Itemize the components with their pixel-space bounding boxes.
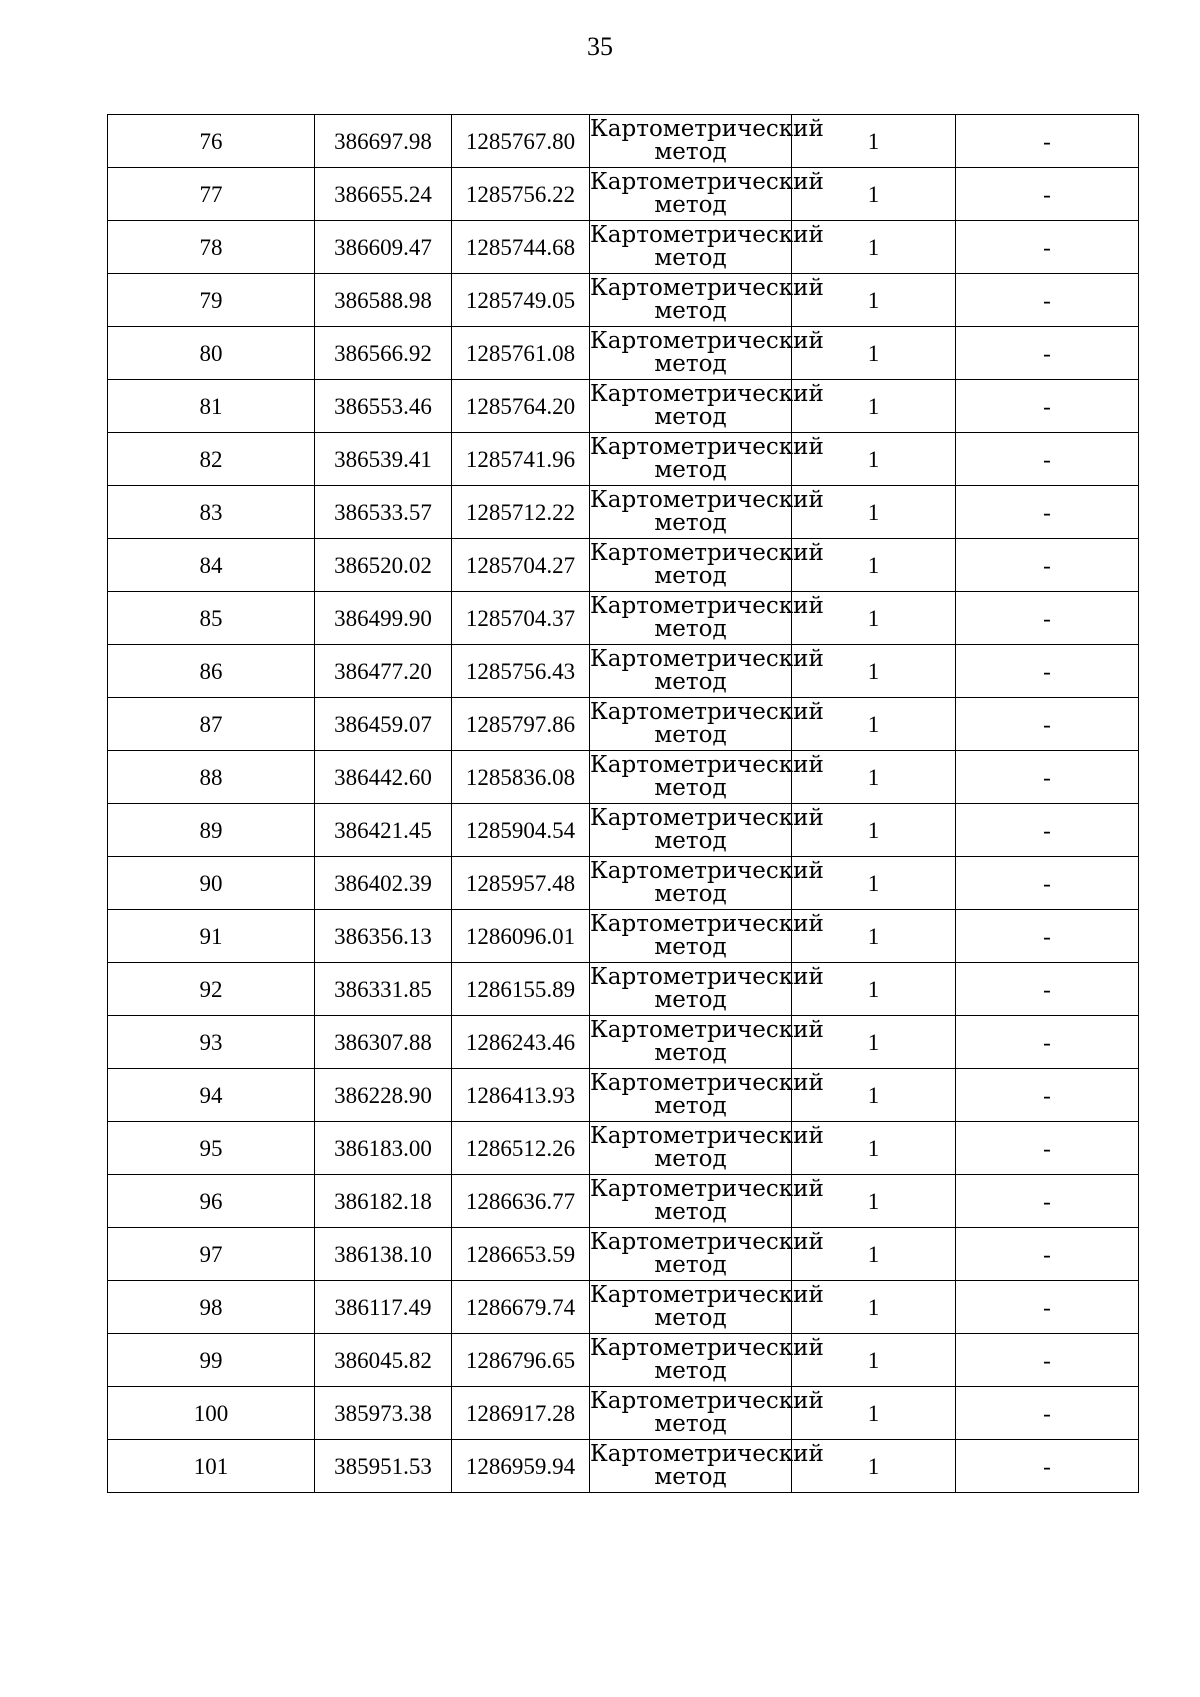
method-line-2: метод: [654, 1464, 727, 1490]
method-line-2: метод: [654, 192, 727, 218]
method-cell: [590, 486, 824, 539]
accuracy-cell: 1: [792, 1122, 956, 1175]
y-coordinate-cell: 1285749.05: [452, 274, 590, 327]
y-coordinate-cell: 1285797.86: [452, 698, 590, 751]
y-coordinate-cell: 1286796.65: [452, 1334, 590, 1387]
accuracy-cell: 1: [792, 115, 956, 168]
method-line-1: Картометрический: [590, 1282, 824, 1308]
method-line-1: Картометрический: [590, 805, 824, 831]
method-cell: [590, 115, 824, 168]
method-line-2: метод: [654, 881, 727, 907]
table-row: [108, 963, 1139, 1016]
method-line-2: метод: [654, 1199, 727, 1225]
y-coordinate-cell: 1286512.26: [452, 1122, 590, 1175]
method-line-2: метод: [654, 616, 727, 642]
method-line-1: Картометрический: [590, 858, 824, 884]
y-coordinate-cell: 1285764.20: [452, 380, 590, 433]
x-coordinate-cell: 386609.47: [315, 221, 452, 274]
y-coordinate-cell: 1285904.54: [452, 804, 590, 857]
accuracy-cell: 1: [792, 327, 956, 380]
method-line-1: Картометрический: [590, 593, 824, 619]
accuracy-cell: 1: [792, 1281, 956, 1334]
method-cell: [590, 1228, 824, 1281]
method-cell: [590, 592, 824, 645]
x-coordinate-cell: 386183.00: [315, 1122, 452, 1175]
x-coordinate-cell: 386697.98: [315, 115, 452, 168]
accuracy-cell: 1: [792, 1175, 956, 1228]
table-row: [108, 804, 1139, 857]
method-cell: [590, 698, 824, 751]
method-line-2: метод: [654, 669, 727, 695]
point-number-cell: 82: [108, 433, 315, 486]
method-line-2: метод: [654, 1093, 727, 1119]
method-line-1: Картометрический: [590, 1335, 824, 1361]
page-number: 35: [587, 32, 613, 61]
x-coordinate-cell: 386228.90: [315, 1069, 452, 1122]
table-row: [108, 1228, 1139, 1281]
table-row: [108, 910, 1139, 963]
method-line-2: метод: [654, 563, 727, 589]
method-cell: [590, 1440, 824, 1493]
note-cell: -: [956, 857, 1139, 910]
method-line-1: Картометрический: [590, 222, 824, 248]
note-cell: -: [956, 1281, 1139, 1334]
method-line-1: Картометрический: [590, 1017, 824, 1043]
method-line-1: Картометрический: [590, 699, 824, 725]
note-cell: -: [956, 1016, 1139, 1069]
note-cell: -: [956, 168, 1139, 221]
table-row: [108, 1175, 1139, 1228]
coordinates-table: [107, 114, 1139, 1493]
y-coordinate-cell: 1285741.96: [452, 433, 590, 486]
table-row: [108, 1334, 1139, 1387]
accuracy-cell: 1: [792, 1228, 956, 1281]
method-line-1: Картометрический: [590, 434, 824, 460]
accuracy-cell: 1: [792, 274, 956, 327]
accuracy-cell: 1: [792, 963, 956, 1016]
method-line-1: Картометрический: [590, 328, 824, 354]
method-line-1: Картометрический: [590, 646, 824, 672]
method-cell: [590, 857, 824, 910]
method-line-2: метод: [654, 934, 727, 960]
point-number-cell: 83: [108, 486, 315, 539]
x-coordinate-cell: 386442.60: [315, 751, 452, 804]
y-coordinate-cell: 1286243.46: [452, 1016, 590, 1069]
x-coordinate-cell: 386499.90: [315, 592, 452, 645]
table-row: [108, 645, 1139, 698]
x-coordinate-cell: 386307.88: [315, 1016, 452, 1069]
y-coordinate-cell: 1285767.80: [452, 115, 590, 168]
accuracy-cell: 1: [792, 857, 956, 910]
method-line-2: метод: [654, 1040, 727, 1066]
accuracy-cell: 1: [792, 698, 956, 751]
y-coordinate-cell: 1286413.93: [452, 1069, 590, 1122]
method-cell: [590, 168, 824, 221]
note-cell: -: [956, 1334, 1139, 1387]
method-cell: [590, 963, 824, 1016]
x-coordinate-cell: 386045.82: [315, 1334, 452, 1387]
table-row: [108, 274, 1139, 327]
point-number-cell: 76: [108, 115, 315, 168]
table-row: [108, 1281, 1139, 1334]
y-coordinate-cell: 1286917.28: [452, 1387, 590, 1440]
method-line-2: метод: [654, 987, 727, 1013]
note-cell: -: [956, 115, 1139, 168]
method-line-2: метод: [654, 722, 727, 748]
point-number-cell: 81: [108, 380, 315, 433]
note-cell: -: [956, 751, 1139, 804]
method-cell: [590, 1387, 824, 1440]
method-line-1: Картометрический: [590, 1388, 824, 1414]
point-number-cell: 85: [108, 592, 315, 645]
note-cell: -: [956, 592, 1139, 645]
x-coordinate-cell: 386138.10: [315, 1228, 452, 1281]
note-cell: -: [956, 486, 1139, 539]
table-row: [108, 1122, 1139, 1175]
table-row: [108, 115, 1139, 168]
note-cell: -: [956, 698, 1139, 751]
x-coordinate-cell: 386421.45: [315, 804, 452, 857]
accuracy-cell: 1: [792, 539, 956, 592]
point-number-cell: 97: [108, 1228, 315, 1281]
y-coordinate-cell: 1285756.22: [452, 168, 590, 221]
point-number-cell: 91: [108, 910, 315, 963]
method-line-2: метод: [654, 775, 727, 801]
point-number-cell: 95: [108, 1122, 315, 1175]
table-row: [108, 1387, 1139, 1440]
note-cell: -: [956, 910, 1139, 963]
note-cell: -: [956, 963, 1139, 1016]
point-number-cell: 93: [108, 1016, 315, 1069]
point-number-cell: 96: [108, 1175, 315, 1228]
accuracy-cell: 1: [792, 486, 956, 539]
note-cell: -: [956, 1387, 1139, 1440]
method-cell: [590, 1334, 824, 1387]
y-coordinate-cell: 1285712.22: [452, 486, 590, 539]
x-coordinate-cell: 386553.46: [315, 380, 452, 433]
accuracy-cell: 1: [792, 168, 956, 221]
table-row: [108, 751, 1139, 804]
point-number-cell: 100: [108, 1387, 315, 1440]
table-row: [108, 698, 1139, 751]
accuracy-cell: 1: [792, 380, 956, 433]
accuracy-cell: 1: [792, 910, 956, 963]
method-cell: [590, 751, 824, 804]
method-cell: [590, 380, 824, 433]
table-row: [108, 592, 1139, 645]
table-row: [108, 1440, 1139, 1493]
note-cell: -: [956, 433, 1139, 486]
method-line-1: Картометрический: [590, 1176, 824, 1202]
y-coordinate-cell: 1285761.08: [452, 327, 590, 380]
method-line-1: Картометрический: [590, 1070, 824, 1096]
table-row: [108, 1069, 1139, 1122]
x-coordinate-cell: 386655.24: [315, 168, 452, 221]
x-coordinate-cell: 386520.02: [315, 539, 452, 592]
method-line-2: метод: [654, 351, 727, 377]
note-cell: -: [956, 1175, 1139, 1228]
method-cell: [590, 433, 824, 486]
x-coordinate-cell: 386539.41: [315, 433, 452, 486]
table-row: [108, 857, 1139, 910]
note-cell: -: [956, 380, 1139, 433]
method-line-2: метод: [654, 1411, 727, 1437]
point-number-cell: 78: [108, 221, 315, 274]
accuracy-cell: 1: [792, 751, 956, 804]
accuracy-cell: 1: [792, 592, 956, 645]
x-coordinate-cell: 386182.18: [315, 1175, 452, 1228]
x-coordinate-cell: 386356.13: [315, 910, 452, 963]
method-line-2: метод: [654, 1305, 727, 1331]
point-number-cell: 79: [108, 274, 315, 327]
note-cell: -: [956, 1122, 1139, 1175]
y-coordinate-cell: 1286096.01: [452, 910, 590, 963]
point-number-cell: 77: [108, 168, 315, 221]
table-row: [108, 380, 1139, 433]
method-line-2: метод: [654, 828, 727, 854]
x-coordinate-cell: 386459.07: [315, 698, 452, 751]
table-row: [108, 168, 1139, 221]
method-line-2: метод: [654, 245, 727, 271]
method-line-1: Картометрический: [590, 275, 824, 301]
note-cell: -: [956, 539, 1139, 592]
x-coordinate-cell: 386533.57: [315, 486, 452, 539]
note-cell: -: [956, 804, 1139, 857]
y-coordinate-cell: 1285957.48: [452, 857, 590, 910]
accuracy-cell: 1: [792, 1016, 956, 1069]
y-coordinate-cell: 1286679.74: [452, 1281, 590, 1334]
method-line-2: метод: [654, 1146, 727, 1172]
method-cell: [590, 804, 824, 857]
accuracy-cell: 1: [792, 221, 956, 274]
note-cell: -: [956, 1440, 1139, 1493]
y-coordinate-cell: 1286636.77: [452, 1175, 590, 1228]
note-cell: -: [956, 1228, 1139, 1281]
point-number-cell: 86: [108, 645, 315, 698]
table-row: [108, 486, 1139, 539]
accuracy-cell: 1: [792, 1334, 956, 1387]
y-coordinate-cell: 1285756.43: [452, 645, 590, 698]
method-cell: [590, 327, 824, 380]
method-line-1: Картометрический: [590, 1229, 824, 1255]
note-cell: -: [956, 274, 1139, 327]
accuracy-cell: 1: [792, 1440, 956, 1493]
point-number-cell: 101: [108, 1440, 315, 1493]
method-line-1: Картометрический: [590, 540, 824, 566]
point-number-cell: 99: [108, 1334, 315, 1387]
table-row: [108, 221, 1139, 274]
method-cell: [590, 274, 824, 327]
method-cell: [590, 1281, 824, 1334]
point-number-cell: 88: [108, 751, 315, 804]
method-cell: [590, 645, 824, 698]
point-number-cell: 90: [108, 857, 315, 910]
note-cell: -: [956, 645, 1139, 698]
method-line-2: метод: [654, 139, 727, 165]
method-line-2: метод: [654, 1252, 727, 1278]
x-coordinate-cell: 386117.49: [315, 1281, 452, 1334]
point-number-cell: 94: [108, 1069, 315, 1122]
y-coordinate-cell: 1285836.08: [452, 751, 590, 804]
point-number-cell: 80: [108, 327, 315, 380]
point-number-cell: 98: [108, 1281, 315, 1334]
y-coordinate-cell: 1285744.68: [452, 221, 590, 274]
accuracy-cell: 1: [792, 804, 956, 857]
point-number-cell: 89: [108, 804, 315, 857]
table-row: [108, 1016, 1139, 1069]
method-cell: [590, 910, 824, 963]
accuracy-cell: 1: [792, 645, 956, 698]
method-line-1: Картометрический: [590, 1123, 824, 1149]
y-coordinate-cell: 1286155.89: [452, 963, 590, 1016]
x-coordinate-cell: 385951.53: [315, 1440, 452, 1493]
method-line-1: Картометрический: [590, 911, 824, 937]
point-number-cell: 87: [108, 698, 315, 751]
method-line-1: Картометрический: [590, 964, 824, 990]
y-coordinate-cell: 1285704.27: [452, 539, 590, 592]
x-coordinate-cell: 386566.92: [315, 327, 452, 380]
accuracy-cell: 1: [792, 1387, 956, 1440]
y-coordinate-cell: 1285704.37: [452, 592, 590, 645]
method-line-1: Картометрический: [590, 169, 824, 195]
method-cell: [590, 1175, 824, 1228]
table-row: [108, 539, 1139, 592]
accuracy-cell: 1: [792, 433, 956, 486]
method-line-2: метод: [654, 510, 727, 536]
table-row: [108, 433, 1139, 486]
method-line-2: метод: [654, 298, 727, 324]
note-cell: -: [956, 221, 1139, 274]
x-coordinate-cell: 386588.98: [315, 274, 452, 327]
x-coordinate-cell: 386402.39: [315, 857, 452, 910]
point-number-cell: 84: [108, 539, 315, 592]
x-coordinate-cell: 386331.85: [315, 963, 452, 1016]
note-cell: -: [956, 1069, 1139, 1122]
accuracy-cell: 1: [792, 1069, 956, 1122]
note-cell: -: [956, 327, 1139, 380]
method-line-1: Картометрический: [590, 381, 824, 407]
x-coordinate-cell: 386477.20: [315, 645, 452, 698]
method-line-2: метод: [654, 404, 727, 430]
method-line-1: Картометрический: [590, 116, 824, 142]
method-cell: [590, 1016, 824, 1069]
method-cell: [590, 1069, 824, 1122]
method-line-1: Картометрический: [590, 752, 824, 778]
y-coordinate-cell: 1286959.94: [452, 1440, 590, 1493]
method-cell: [590, 539, 824, 592]
method-line-2: метод: [654, 1358, 727, 1384]
method-line-1: Картометрический: [590, 1441, 824, 1467]
point-number-cell: 92: [108, 963, 315, 1016]
method-cell: [590, 221, 824, 274]
method-cell: [590, 1122, 824, 1175]
x-coordinate-cell: 385973.38: [315, 1387, 452, 1440]
method-line-1: Картометрический: [590, 487, 824, 513]
method-line-2: метод: [654, 457, 727, 483]
coordinates-table-body: [108, 115, 1139, 1493]
y-coordinate-cell: 1286653.59: [452, 1228, 590, 1281]
table-row: [108, 327, 1139, 380]
